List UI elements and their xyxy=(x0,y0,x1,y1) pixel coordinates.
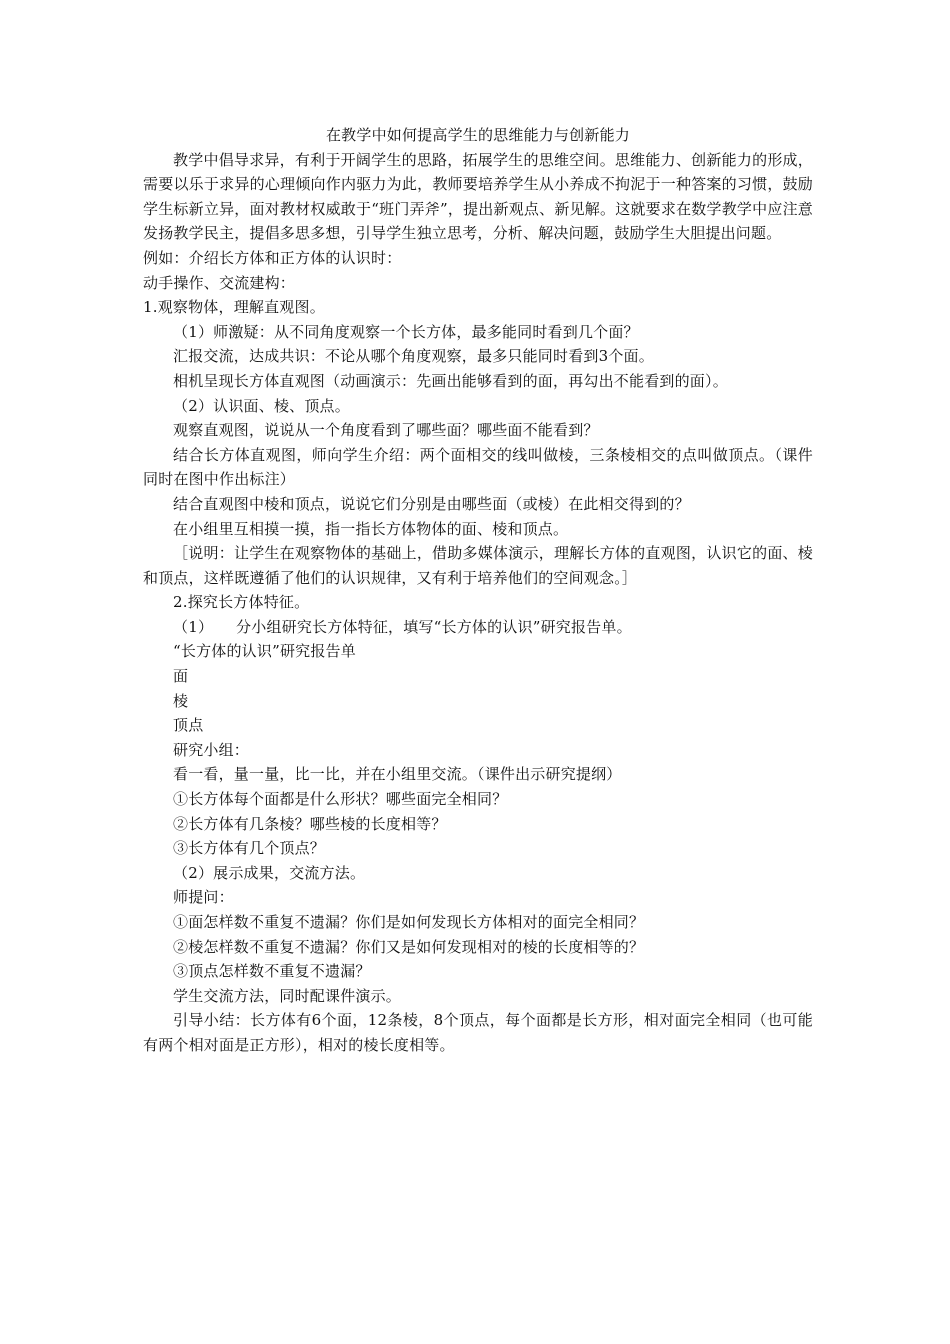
question-face-shape: ①长方体每个面都是什么形状？哪些面完全相同？ xyxy=(173,790,508,809)
paragraph-example: 例如：介绍长方体和正方体的认识时： xyxy=(143,248,402,267)
paragraph-step-1: 1.观察物体，理解直观图。 xyxy=(143,298,325,317)
paragraph-summary: 引导小结：长方体有6个面，12条棱，8个顶点，每个面都是长方形，相对面完全相同（也可能有两个相对面是正方形），相对的棱长度相等。 xyxy=(143,1011,813,1054)
report-title: “长方体的认识”研究报告单 xyxy=(173,642,356,661)
question-vertex-count: ③长方体有几个顶点？ xyxy=(173,839,326,858)
paragraph-question-1: （1）师激疑：从不同角度观察一个长方体，最多能同时看到几个面？ xyxy=(173,322,639,341)
report-group: 研究小组： xyxy=(173,740,250,759)
question-edge-count: ②长方体有几条棱？哪些棱的长度相等？ xyxy=(173,814,447,833)
paragraph-show-results: （2）展示成果，交流方法。 xyxy=(173,863,366,882)
paragraph-intro: 教学中倡导求异，有利于开阔学生的思路，拓展学生的思维空间。思维能力、创新能力的形成，需要以乐于求异的心理倾向作内驱力为此，教师要培养学生从小养成不拘泥于一种答案的习惯，鼓励学生标新立异，面对教材权威敢于“班门弄斧”，提出新观点、新见解。这就要求在数学教学中应注意发扬教学民主，提倡多思多想，引导学生独立思考，分析、解决问题，鼓励学生大胆提出问题。 xyxy=(143,150,813,243)
paragraph-edge-vertex: 结合长方体直观图，师向学生介绍：两个面相交的线叫做棱，三条棱相交的点叫做顶点。（课件同时在图中作出标注） xyxy=(143,445,813,489)
paragraph-observe: 观察直观图，说说从一个角度看到了哪些面？哪些面不能看到？ xyxy=(173,421,599,440)
paragraph-teacher-asks: 师提问： xyxy=(173,888,234,907)
paragraph-animation: 相机呈现长方体直观图（动画演示：先画出能够看到的面，再勾出不能看到的面）。 xyxy=(173,371,728,390)
ask-vertex-counting: ③顶点怎样数不重复不遗漏？ xyxy=(173,962,371,981)
document-body xyxy=(143,123,813,1058)
paragraph-recognize: （2）认识面、棱、顶点。 xyxy=(173,396,350,415)
paragraph-step-2: 2.探究长方体特征。 xyxy=(173,593,310,612)
report-edge: 棱 xyxy=(173,691,189,710)
paragraph-combine: 结合直观图中棱和顶点，说说它们分别是由哪些面（或棱）在此相交得到的？ xyxy=(173,494,690,513)
paragraph-activity: 动手操作、交流建构： xyxy=(143,273,296,292)
document-title: 在教学中如何提高学生的思维能力与创新能力 xyxy=(325,126,630,144)
paragraph-note: ［说明：让学生在观察物体的基础上，借助多媒体演示，理解长方体的直观图，认识它的面、棱和顶点，这样既遵循了他们的认识规律，又有利于培养他们的空间观念。］ xyxy=(143,544,813,587)
paragraph-group-study: （1） 分小组研究长方体特征，填写“长方体的认识”研究报告单。 xyxy=(173,617,632,636)
paragraph-consensus: 汇报交流，达成共识：不论从哪个角度观察，最多只能同时看到3个面。 xyxy=(173,347,654,366)
paragraph-student-exchange: 学生交流方法，同时配课件演示。 xyxy=(173,986,402,1005)
report-vertex: 顶点 xyxy=(173,716,204,735)
paragraph-compare: 看一看，量一量，比一比，并在小组里交流。（课件出示研究提纲） xyxy=(173,765,622,784)
paragraph-touch: 在小组里互相摸一摸，指一指长方体物体的面、棱和顶点。 xyxy=(173,519,569,538)
report-face: 面 xyxy=(173,667,189,686)
ask-edge-counting: ②棱怎样数不重复不遗漏？你们又是如何发现相对的棱的长度相等的？ xyxy=(173,937,645,956)
ask-face-counting: ①面怎样数不重复不遗漏？你们是如何发现长方体相对的面完全相同？ xyxy=(173,913,645,931)
